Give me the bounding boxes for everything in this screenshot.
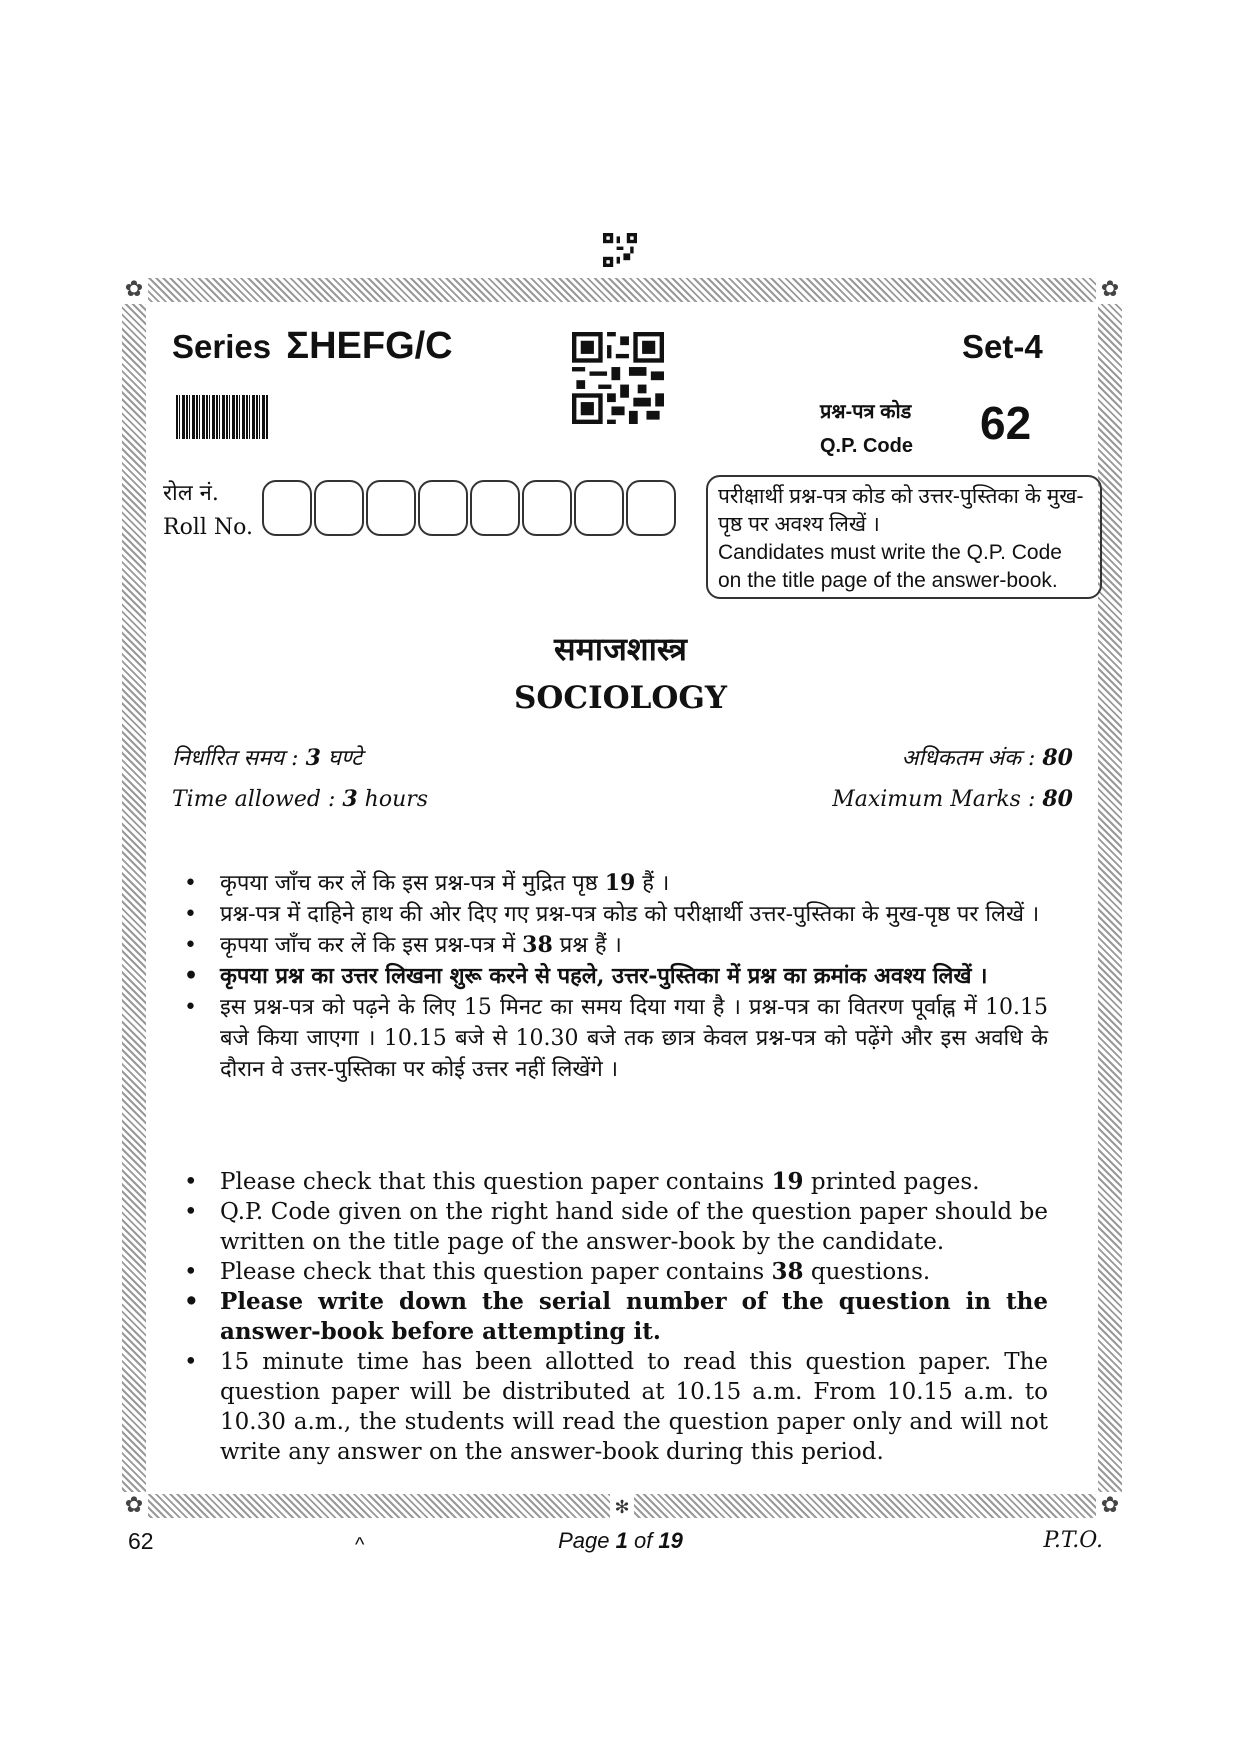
qp-code-value: 62 bbox=[980, 397, 1032, 449]
marks-hi-prefix: अधिकतम अंक : bbox=[901, 746, 1043, 771]
instruction-item: • Please check that this question paper contains 19 printed pages. bbox=[180, 1167, 1048, 1197]
instruction-item: • कृपया जाँच कर लें कि इस प्रश्न-पत्र में मुद्रित पृष्ठ 19 हैं । bbox=[180, 868, 1048, 899]
series bbox=[172, 325, 453, 368]
page-number: Page 1 of 19 bbox=[558, 1528, 683, 1553]
roll-number-boxes bbox=[262, 480, 676, 536]
series-code: ΣHEFG/C bbox=[286, 325, 453, 367]
qp-code-label bbox=[820, 395, 913, 463]
qp-code-label-en: Q.P. Code bbox=[820, 435, 913, 457]
corner-ornament-icon: ✿ bbox=[1096, 1492, 1124, 1520]
maximum-marks bbox=[832, 738, 1073, 820]
roll-number-label bbox=[163, 477, 253, 545]
series-label: Series bbox=[172, 328, 272, 365]
time-allowed bbox=[172, 738, 428, 820]
instruction-item: • कृपया जाँच कर लें कि इस प्रश्न-पत्र में 38 प्रश्न हैं । bbox=[180, 930, 1048, 961]
marks-en-value: 80 bbox=[1042, 786, 1073, 812]
qp-code-label-hi: प्रश्न-पत्र कोड bbox=[820, 401, 912, 423]
star-ornament-icon: ✻ bbox=[610, 1494, 634, 1522]
subject-title-en: SOCIOLOGY bbox=[514, 680, 727, 716]
roll-label-en: Roll No. bbox=[163, 515, 253, 540]
instruction-item: • 15 minute time has been allotted to read this question paper. The question paper will be distributed at 10.15 a.m. From 10.15 a.m. to 10.30 a.m., the students will read the question paper only and will not write any answer on the answer-book during this period. bbox=[180, 1347, 1048, 1467]
barcode bbox=[176, 395, 268, 439]
time-en-suffix: hours bbox=[357, 787, 429, 812]
marks-hi-value: 80 bbox=[1042, 745, 1073, 771]
notice-hi: परीक्षार्थी प्रश्न-पत्र कोड को उत्तर-पुस्तिका के मुख-पृष्ठ पर अवश्य लिखें । bbox=[718, 485, 1084, 536]
marks-en-prefix: Maximum Marks : bbox=[832, 787, 1043, 812]
corner-ornament-icon: ✿ bbox=[120, 1492, 148, 1520]
roll-digit-box bbox=[418, 480, 468, 536]
instruction-item: • Please check that this question paper contains 38 questions. bbox=[180, 1257, 1048, 1287]
roll-digit-box bbox=[522, 480, 572, 536]
instruction-item: • Q.P. Code given on the right hand side of the question paper should be written on the title page of the answer-book by the candidate. bbox=[180, 1197, 1048, 1257]
set-number: Set-4 bbox=[962, 328, 1043, 365]
roll-label-hi: रोल नं. bbox=[163, 481, 219, 506]
time-en-value: 3 bbox=[342, 786, 358, 812]
roll-digit-box bbox=[366, 480, 416, 536]
instructions-hindi bbox=[180, 868, 1048, 1085]
time-hi-value: 3 bbox=[305, 745, 321, 771]
instructions-english bbox=[180, 1167, 1048, 1467]
footer-caret: ^ bbox=[355, 1534, 365, 1556]
roll-digit-box bbox=[262, 480, 312, 536]
corner-ornament-icon: ✿ bbox=[1096, 276, 1124, 304]
pto-label: P.T.O. bbox=[1043, 1528, 1103, 1553]
roll-digit-box bbox=[626, 480, 676, 536]
roll-digit-box bbox=[470, 480, 520, 536]
roll-digit-box bbox=[574, 480, 624, 536]
corner-ornament-icon: ✿ bbox=[120, 276, 148, 304]
qr-code bbox=[572, 332, 664, 424]
time-hi-suffix: घण्टे bbox=[320, 746, 363, 771]
instruction-item: • Please write down the serial number of the question in the answer-book before attempting it. bbox=[180, 1287, 1048, 1347]
time-hi-prefix: निर्धारित समय : bbox=[172, 746, 306, 771]
subject-title-hi: समाजशास्त्र bbox=[554, 630, 687, 668]
footer-qp-code: 62 bbox=[128, 1528, 154, 1554]
notice-en: Candidates must write the Q.P. Code on the title page of the answer-book. bbox=[718, 541, 1062, 592]
qr-code-small bbox=[603, 233, 637, 267]
instruction-item: • इस प्रश्न-पत्र को पढ़ने के लिए 15 मिनट का समय दिया गया है । प्रश्न-पत्र का वितरण पूर्वाह्न में 10.15 बजे किया जाएगा । 10.15 बजे से 10.30 बजे तक छात्र केवल प्रश्न-पत्र को पढ़ेंगे और इस अवधि के दौरान वे उत्तर-पुस्तिका पर कोई उत्तर नहीं लिखेंगे । bbox=[180, 992, 1048, 1085]
instruction-item: • प्रश्न-पत्र में दाहिने हाथ की ओर दिए गए प्रश्न-पत्र कोड को परीक्षार्थी उत्तर-पुस्तिका के मुख-पृष्ठ पर लिखें । bbox=[180, 899, 1048, 930]
instruction-item: • कृपया प्रश्न का उत्तर लिखना शुरू करने से पहले, उत्तर-पुस्तिका में प्रश्न का क्रमांक अवश्य लिखें । bbox=[180, 961, 1048, 992]
qp-code-notice bbox=[706, 475, 1102, 599]
time-en-prefix: Time allowed : bbox=[172, 787, 343, 812]
roll-digit-box bbox=[314, 480, 364, 536]
